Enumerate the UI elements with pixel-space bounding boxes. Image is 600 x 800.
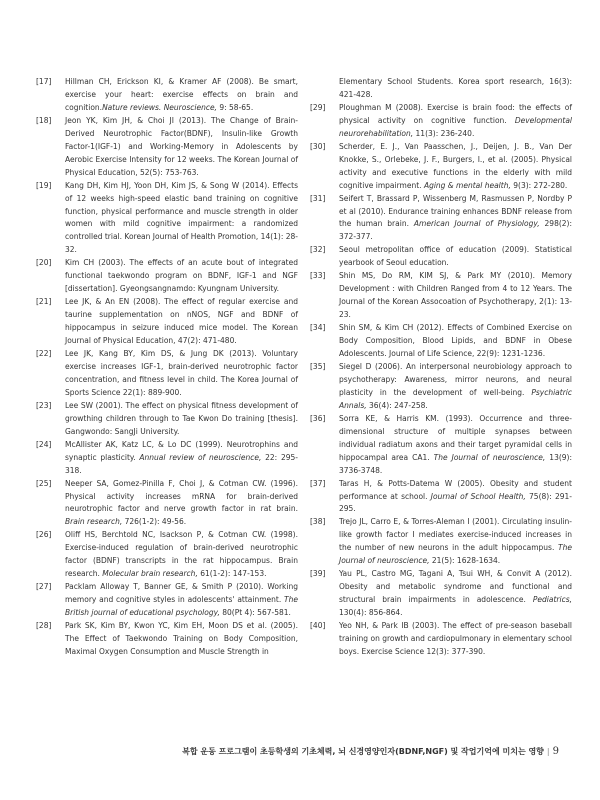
reference-text: Lee JK, & An EN (2008). The effect of regular exercise and taurine supplementation on nNOS, NGF and BDNF of hippocampus in seizure induced mice model. The Korean Journal of Physical Education, 47(2): 471-480. — [65, 297, 298, 346]
reference-number: [35] — [310, 361, 326, 371]
reference-number: [31] — [310, 193, 326, 203]
reference-volume-pages: 726(1-2): 49-56. — [122, 517, 187, 527]
reference-journal: The Journal of neuroscience, — [433, 452, 546, 462]
reference-entry — [310, 322, 572, 361]
reference-number: [40] — [310, 621, 326, 631]
reference-text: Trejo JL, Carro E, & Torres-Aleman I (2001). Circulating insulin-like growth factor I mediates exercise-induced increases in the number of new neurons in the adult hippocampus. — [339, 517, 572, 553]
reference-entry — [310, 478, 572, 517]
reference-entry — [36, 581, 298, 620]
running-title: 복합 운동 프로그램이 초등학생의 기초체력, 뇌 신경영양인자(BDNF,NGF) 및 작업기억에 미치는 영향 — [182, 747, 544, 756]
reference-entry — [36, 76, 298, 115]
reference-number: [21] — [36, 297, 52, 307]
reference-text: Seoul metropolitan office of education (2009). Statistical yearbook of Seoul education. — [339, 245, 572, 268]
reference-text: Yau PL, Castro MG, Tagani A, Tsui WH, & Convit A (2012). Obesity and metabolic syndrome and functional and structural brain impairments in adolescence. — [339, 569, 572, 605]
reference-entry — [310, 361, 572, 413]
reference-journal: Brain research, — [65, 517, 123, 527]
reference-volume-pages: 9: 58-65. — [216, 102, 254, 112]
reference-text: Packlam Alloway T, Banner GE, & Smith P (2010). Working memory and cognitive styles in adolescents' attainment. — [65, 582, 298, 605]
reference-number: [38] — [310, 517, 326, 527]
reference-journal: Annual review of neuroscience, — [139, 452, 262, 462]
reference-text: Park SK, Kim BY, Kwon YC, Kim EH, Moon DS et al. (2005). The Effect of Taekwondo Training on Body Composition, Maximal Oxygen Consumption and Muscle Strength in — [65, 621, 298, 656]
reference-text: Seifert T, Brassard P, Wissenberg M, Rasmussen P, Nordby P et al (2010). Endurance training enhances BDNF release from the human brain. — [339, 193, 572, 229]
reference-text: Shin SM, & Kim CH (2012). Effects of Combined Exercise on Body Composition, Blood Lipids, and BDNF in Obese Adolescents. Journal of Life Science, 22(9): 1231-1236. — [339, 323, 572, 359]
reference-journal: Aging & mental health, — [423, 180, 511, 190]
reference-text: Neeper SA, Gomez-Pinilla F, Choi J, & Cotman CW. (1996). Physical activity increases mRNA for brain-derived neurotrophic factor and nerve growth factor in rat brain. — [65, 478, 298, 514]
reference-text: Kang DH, Kim HJ, Yoon DH, Kim JS, & Song W (2014). Effects of 12 weeks high-speed elastic band training on cognitive function, physical performance and muscle strength in older women with mild cognitive impairment: a randomized controlled trial. Korean Journal of Health Promotion, 14(1): 28-32. — [65, 180, 298, 255]
reference-number: [26] — [36, 530, 52, 540]
reference-journal: Nature reviews. Neuroscience, — [102, 102, 217, 112]
page-footer — [0, 746, 559, 757]
page-number: 9 — [552, 746, 559, 757]
reference-volume-pages: 13(9): 3736-3748. — [339, 452, 572, 475]
reference-number: [19] — [36, 180, 52, 190]
reference-entry — [36, 348, 298, 400]
footer-separator: | — [546, 747, 550, 756]
reference-text: Yeo NH, & Park IB (2003). The effect of pre-season baseball training on growth and cardiopulmonary in elementary school boys. Exercise Science 12(3): 377-390. — [339, 621, 572, 656]
reference-number: [25] — [36, 478, 52, 488]
reference-volume-pages: 75(8): 291-295. — [339, 491, 572, 514]
reference-number: [27] — [36, 582, 52, 592]
reference-number: [22] — [36, 349, 52, 359]
reference-number: [24] — [36, 439, 52, 449]
reference-volume-pages: 80(Pt 4): 567-581. — [219, 608, 291, 618]
reference-text: Jeon YK, Kim JH, & Choi JI (2013). The Change of Brain-Derived Neurotrophic Factor(BDNF), Insulin-like Growth Factor-1(IGF-1) and Working-Memory in Adolescents by Aerobic Exercise Intensity for 12 weeks. The Korean Journal of Physical Education, 52(5): 753-763. — [65, 115, 298, 177]
reference-number: [20] — [36, 258, 52, 268]
reference-text: Lee SW (2001). The effect on physical fitness development of growthing children through to Tae Kwon Do training [thesis]. Gangwondo: SangJi University. — [65, 400, 298, 436]
reference-entry — [36, 529, 298, 581]
reference-text: Lee JK, Kang BY, Kim DS, & Jung DK (2013). Voluntary exercise increases IGF-1, brain-derived neurotrophic factor concentration, and fitness level in child. The Korea Journal of Sports Science 22(1): 889-900. — [65, 349, 298, 397]
reference-entry — [36, 478, 298, 530]
reference-entry — [310, 244, 572, 270]
reference-entry — [310, 193, 572, 245]
reference-entry — [310, 568, 572, 620]
reference-text: Hillman CH, Erickson KI, & Kramer AF (2008). Be smart, exercise your heart: exercise effects on brain and cognition. — [65, 77, 298, 112]
reference-number: [29] — [310, 102, 326, 112]
reference-text: Sorra KE, & Harris KM. (1993). Occurrence and three-dimensional structure of multiple synapses between individual radiatum axons and their target pyramidal cells in hippocampal area CA1. — [339, 413, 572, 462]
reference-entry — [310, 620, 572, 659]
reference-journal: The Journal of neuroscience, — [339, 543, 572, 566]
reference-number: [39] — [310, 569, 326, 579]
reference-text: Siegel D (2006). An interpersonal neurobiology approach to psychotherapy: Awareness, mirror neurons, and neural plasticity in the development of well-being. — [339, 361, 572, 397]
reference-number: [17] — [36, 77, 52, 86]
reference-number: [32] — [310, 245, 326, 255]
reference-entry — [310, 413, 572, 478]
reference-journal: Psychiatric Annals, — [339, 387, 572, 410]
references-left-column — [36, 76, 298, 659]
reference-entry — [310, 270, 572, 322]
reference-number: [18] — [36, 115, 52, 125]
reference-entry — [36, 180, 298, 258]
reference-text: Kim CH (2003). The effects of an acute bout of integrated functional taekwondo program on BDNF, IGF-1 and NGF [dissertation]. Gyeongsangnamdo: Kyungnam University. — [65, 258, 298, 294]
reference-text: Ploughman M (2008). Exercise is brain food: the effects of physical activity on cognitive function. — [339, 102, 572, 125]
reference-text: Elementary School Students. Korea sport research, 16(3): 421-428. — [339, 77, 572, 99]
reference-entry — [36, 439, 298, 478]
reference-journal: The British journal of educational psychology, — [65, 595, 298, 618]
reference-number: [30] — [310, 141, 326, 151]
reference-journal: Journal of School Health, — [430, 491, 526, 501]
reference-volume-pages: 11(3): 236-240. — [413, 128, 475, 138]
reference-entry — [36, 257, 298, 296]
reference-text: Taras H, & Potts-Datema W (2005). Obesity and student performance at school. — [339, 478, 572, 501]
reference-entry — [310, 516, 572, 568]
reference-number: [36] — [310, 413, 326, 423]
reference-text: McAllister AK, Katz LC, & Lo DC (1999). Neurotrophins and synaptic plasticity. — [65, 439, 298, 462]
reference-volume-pages: 61(1-2): 147-153. — [197, 569, 267, 579]
reference-text: Shin MS, Do RM, KIM SJ, & Park MY (2010). Memory Development : with Children Ranged from 4 to 12 Years. The Journal of the Korean Assocoation of Psychotherapy, 2(1): 13-23. — [339, 271, 572, 320]
reference-journal: Pediatrics, — [532, 595, 572, 605]
reference-journal: American Journal of Physiology, — [413, 219, 540, 229]
reference-entry — [310, 102, 572, 141]
reference-number: [28] — [36, 621, 52, 631]
reference-entry — [310, 141, 572, 193]
references-right-column — [310, 76, 572, 659]
reference-entry — [36, 115, 298, 180]
reference-journal: Developmental neurorehabilitation, — [339, 115, 572, 138]
reference-number: [33] — [310, 271, 326, 281]
reference-volume-pages: 130(4): 856-864. — [339, 608, 403, 618]
reference-volume-pages: 9(3): 272-280. — [510, 180, 568, 190]
reference-entry — [310, 76, 572, 102]
reference-number: [37] — [310, 478, 326, 488]
reference-volume-pages: 298(2): 372-377. — [339, 219, 572, 242]
reference-entry — [36, 620, 298, 659]
reference-volume-pages: 36(4): 247-258. — [366, 400, 428, 410]
reference-text: Scherder, E. J., Van Paasschen, J., Deijen, J. B., Van Der Knokke, S., Orlebeke, J. F., Burgers, I., et al. (2005). Physical activity and executive functions in the elderly with mild cognitive impairment. — [339, 141, 572, 190]
reference-number: [34] — [310, 323, 326, 333]
reference-entry — [36, 296, 298, 348]
reference-volume-pages: 22: 295-318. — [65, 452, 298, 475]
reference-text: Oliff HS, Berchtold NC, Isackson P, & Cotman CW. (1998). Exercise-induced regulation of brain-derived neurotrophic factor (BDNF) transcripts in the rat hippocampus. Brain research. — [65, 530, 298, 579]
reference-journal: Molecular brain research, — [102, 569, 198, 579]
reference-volume-pages: 21(5): 1628-1634. — [429, 556, 501, 566]
reference-number: [23] — [36, 400, 52, 410]
reference-entry — [36, 400, 298, 439]
